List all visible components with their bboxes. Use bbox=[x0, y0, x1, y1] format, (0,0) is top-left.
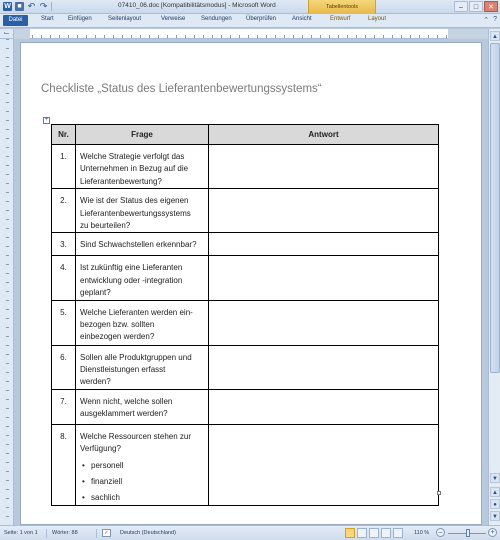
cell-antwort[interactable] bbox=[209, 300, 439, 345]
frage-line: Welche Lieferanten werden ein- bbox=[80, 307, 193, 317]
frage-line: Wenn nicht, welche sollen bbox=[80, 396, 173, 406]
bullet-item: • personell bbox=[80, 458, 204, 474]
quick-access-toolbar bbox=[3, 2, 52, 11]
tab-einfuegen[interactable]: Einfügen bbox=[68, 16, 92, 22]
frage-line: Wie ist der Status des eigenen bbox=[80, 196, 189, 206]
help-icon[interactable]: ? bbox=[493, 16, 497, 23]
tab-file[interactable]: Datei bbox=[3, 15, 28, 26]
ribbon-right-controls bbox=[483, 16, 497, 24]
table-row bbox=[52, 345, 439, 389]
cell-nr[interactable]: 7. bbox=[52, 389, 76, 424]
header-nr: Nr. bbox=[52, 125, 76, 145]
cell-frage[interactable] bbox=[76, 189, 209, 233]
web-layout-view-icon[interactable] bbox=[369, 528, 379, 538]
scroll-down-icon[interactable]: ▼ bbox=[490, 473, 500, 483]
zoom-level[interactable]: 110 % bbox=[414, 530, 430, 536]
tab-ueberpruefen[interactable]: Überprüfen bbox=[246, 16, 277, 22]
tab-layout[interactable]: Layout bbox=[368, 16, 387, 22]
cell-antwort[interactable] bbox=[209, 345, 439, 389]
language-indicator[interactable]: Deutsch (Deutschland) bbox=[120, 530, 176, 536]
cell-frage[interactable] bbox=[76, 145, 209, 189]
frage-line: Lieferantenbewertung? bbox=[80, 176, 162, 186]
previous-page-icon[interactable]: ▲ bbox=[490, 487, 500, 497]
cell-antwort[interactable] bbox=[209, 389, 439, 424]
table-row bbox=[52, 145, 439, 189]
frage-line: entwicklung oder -integration bbox=[80, 275, 183, 285]
tab-start[interactable]: Start bbox=[41, 16, 54, 22]
table-header-row bbox=[52, 125, 439, 145]
frage-line: Welche Strategie verfolgt das bbox=[80, 152, 185, 161]
table-tools-group: Tabellentools bbox=[308, 0, 376, 14]
zoom-in-icon[interactable]: + bbox=[488, 528, 497, 537]
document-page[interactable] bbox=[20, 42, 482, 525]
vertical-scrollbar[interactable] bbox=[488, 29, 500, 525]
tab-verweise[interactable]: Verweise bbox=[161, 16, 186, 22]
tab-sendungen[interactable]: Sendungen bbox=[201, 16, 232, 22]
table-row bbox=[52, 300, 439, 345]
cell-nr[interactable]: 2. bbox=[52, 189, 76, 233]
zoom-out-icon[interactable]: – bbox=[436, 528, 445, 537]
frage-line: einbezogen werden? bbox=[80, 332, 155, 342]
print-layout-view-icon[interactable] bbox=[345, 528, 355, 538]
table-row bbox=[52, 189, 439, 233]
cell-frage[interactable] bbox=[76, 345, 209, 389]
close-button[interactable]: ✕ bbox=[484, 1, 498, 12]
header-frage: Frage bbox=[76, 125, 209, 145]
frage-line: Unternehmen in Bezug auf die bbox=[80, 164, 189, 174]
outline-view-icon[interactable] bbox=[381, 528, 391, 538]
frage-line: geplant? bbox=[80, 288, 111, 298]
cell-frage[interactable] bbox=[76, 300, 209, 345]
cell-antwort[interactable] bbox=[209, 233, 439, 256]
maximize-button[interactable]: □ bbox=[469, 1, 483, 12]
cell-nr[interactable]: 5. bbox=[52, 300, 76, 345]
cell-frage[interactable] bbox=[76, 256, 209, 300]
spellcheck-icon[interactable]: ✓ bbox=[102, 529, 111, 537]
cell-frage[interactable] bbox=[76, 424, 209, 506]
status-divider bbox=[46, 529, 47, 538]
browse-object-icon[interactable]: ● bbox=[490, 499, 500, 509]
cell-antwort[interactable] bbox=[209, 189, 439, 233]
cell-nr[interactable]: 8. bbox=[52, 424, 76, 506]
ruler-toggle-icon[interactable]: ⌙ bbox=[0, 29, 14, 39]
title-bar bbox=[0, 0, 500, 14]
redo-icon[interactable]: ↷ bbox=[39, 1, 48, 11]
ruler-left-margin bbox=[14, 29, 30, 39]
scroll-thumb[interactable] bbox=[490, 43, 500, 373]
checklist-table[interactable] bbox=[51, 124, 439, 506]
scroll-up-icon[interactable]: ▲ bbox=[490, 31, 500, 41]
resource-bullet-list bbox=[80, 458, 204, 505]
frage-line: Sollen alle Produktgruppen und bbox=[80, 352, 192, 362]
cell-nr[interactable]: 1. bbox=[52, 145, 76, 189]
table-row bbox=[52, 389, 439, 424]
cell-nr[interactable]: 3. bbox=[52, 233, 76, 256]
tab-seitenlayout[interactable]: Seitenlayout bbox=[108, 16, 142, 22]
word-icon[interactable]: W bbox=[4, 3, 11, 10]
next-page-icon[interactable]: ▼ bbox=[490, 511, 500, 521]
word-count[interactable]: Wörter: 88 bbox=[52, 530, 78, 536]
window-controls bbox=[454, 1, 498, 12]
frage-line: Welche Ressourcen stehen zur bbox=[80, 431, 192, 441]
table-row bbox=[52, 256, 439, 300]
horizontal-ruler[interactable] bbox=[14, 29, 488, 39]
minimize-ribbon-icon[interactable]: ⌃ bbox=[483, 17, 490, 24]
header-antwort: Antwort bbox=[209, 125, 439, 145]
tab-entwurf[interactable]: Entwurf bbox=[330, 16, 351, 22]
vertical-ruler[interactable] bbox=[0, 39, 14, 525]
frage-line: bezogen bzw. sollten bbox=[80, 319, 155, 329]
toolbar-divider bbox=[51, 2, 52, 11]
undo-icon[interactable]: ↶ bbox=[27, 1, 36, 11]
cell-nr[interactable]: 4. bbox=[52, 256, 76, 300]
table-row bbox=[52, 233, 439, 256]
frage-line: Sind Schwachstellen erkennbar? bbox=[80, 240, 197, 250]
save-icon[interactable]: ■ bbox=[15, 2, 24, 11]
frage-line: werden? bbox=[80, 377, 111, 387]
frage-line: Ist zukünftig eine Lieferanten bbox=[80, 263, 183, 273]
table-resize-handle[interactable] bbox=[437, 491, 441, 495]
cell-nr[interactable]: 6. bbox=[52, 345, 76, 389]
full-screen-view-icon[interactable] bbox=[357, 528, 367, 538]
frage-line: Lieferantenbewertungssystems bbox=[80, 208, 191, 218]
cell-antwort[interactable] bbox=[209, 256, 439, 300]
cell-frage[interactable] bbox=[76, 233, 209, 256]
cell-frage[interactable] bbox=[76, 389, 209, 424]
minimize-button[interactable]: – bbox=[454, 1, 468, 12]
cell-antwort[interactable] bbox=[209, 145, 439, 189]
frage-line: Dienstleistungen erfasst bbox=[80, 364, 166, 374]
frage-line: Verfügung? bbox=[80, 444, 121, 454]
cell-antwort[interactable] bbox=[209, 424, 439, 506]
tab-ansicht[interactable]: Ansicht bbox=[292, 16, 312, 22]
status-divider bbox=[96, 529, 97, 538]
bullet-item: • sachlich bbox=[80, 490, 204, 506]
frage-line: ausgeklammert werden? bbox=[80, 409, 168, 419]
ruler-right-margin bbox=[448, 29, 488, 39]
table-move-handle-icon[interactable]: + bbox=[44, 117, 49, 123]
document-title: Checkliste „Status des Lieferantenbewertungssystems“ bbox=[41, 83, 322, 95]
page-count[interactable]: Seite: 1 von 1 bbox=[4, 530, 38, 536]
zoom-slider-thumb[interactable] bbox=[466, 529, 470, 537]
bullet-item: • finanziell bbox=[80, 474, 204, 490]
draft-view-icon[interactable] bbox=[393, 528, 403, 538]
window-title: 07410_06.doc [Kompatibilitätsmodus] - Microsoft Word bbox=[118, 2, 276, 9]
frage-line: zu beurteilen? bbox=[80, 220, 131, 230]
status-bar bbox=[0, 525, 500, 540]
ribbon-tab-bar bbox=[0, 14, 500, 28]
table-row bbox=[52, 424, 439, 506]
